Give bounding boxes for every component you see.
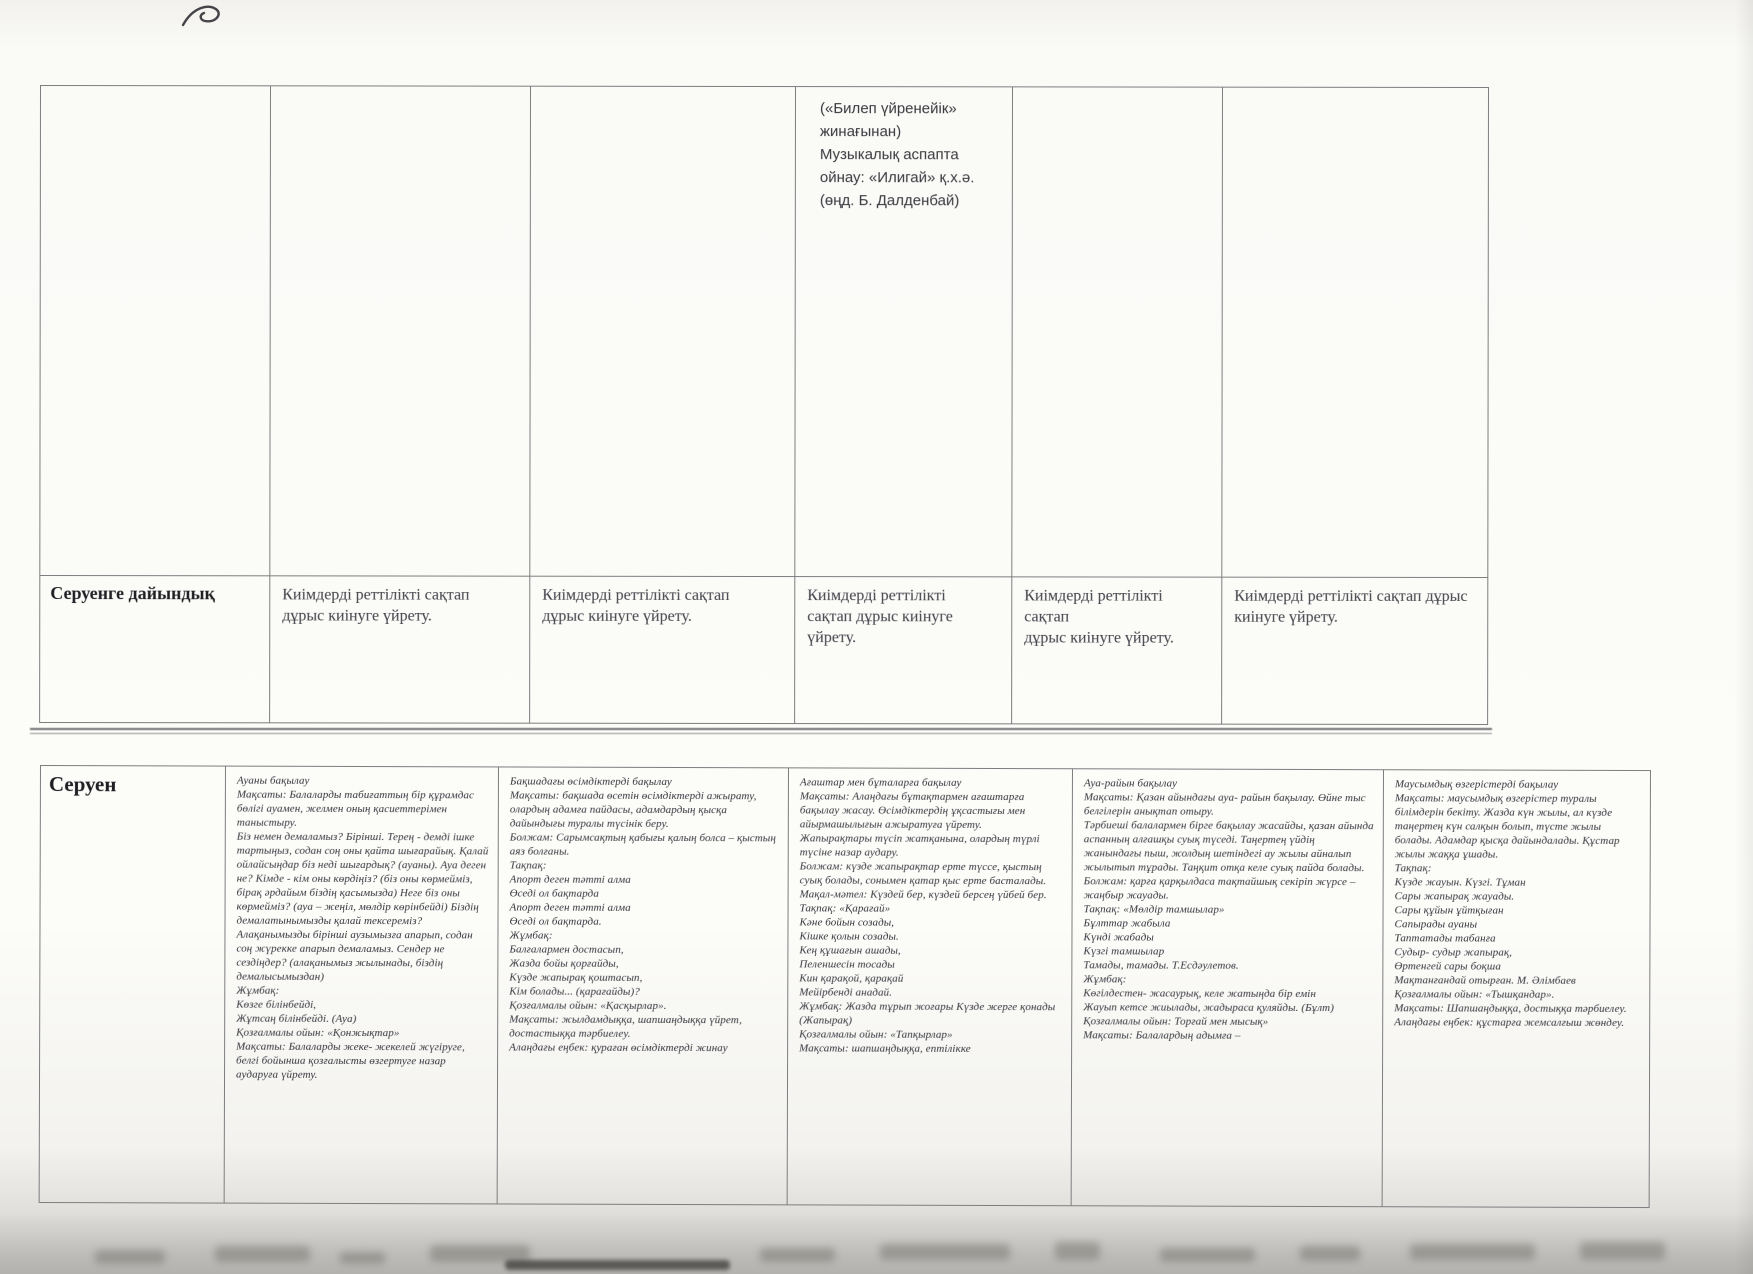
walk-col-text: Бақшадағы өсімдіктерді бақылау Мақсаты: бақшада өсетін өсімдіктерді ажырату, олардың адамға пайдасы, адамдардың қысқа дайындығы туралы түсінік беру. Болжам: Сарымсақтың қабығы қалың болса – қыстың аяз болғаны. Тақпақ: Апорт деген тәтті алма Өседі ол бақтарда Апорт деген тәтті алма Өседі ол бақтарда. Жұмбақ: Балғалармен достасып, Жазда бойы қорғайды, Күзде жапырақ қоштасып, Кім болады... (қарағайды)? Қозғалмалы ойын: «Қасқырлар». Мақсаты: жылдамдыққа, шапшаңдыққа үйрет, достастыққа тәрбиелеу. Алаңдағы еңбек: қураған өсімдіктерді жинау [509, 775, 776, 1055]
bleed-through-smudge [1160, 1248, 1255, 1262]
prep-cell-1 [270, 576, 530, 723]
music-activity-cell [795, 87, 1013, 577]
top-row-cell-5 [1012, 87, 1223, 577]
music-activity-text: («Билеп үйренейік» жинағынан) Музыкалық аспапта ойнау: «Илигай» қ.х.ә. (өңд. Б. Далденбай) [819, 100, 975, 210]
bleed-through-band [0, 1212, 1753, 1274]
prep-cell-text: Киімдерді реттілікті сақтап дұрыс киінуге үйрету. [282, 586, 470, 625]
bleed-through-smudge [1410, 1244, 1535, 1260]
schedule-table-top [39, 85, 1489, 725]
prep-row-header-cell [40, 576, 270, 723]
prep-cell-5 [1222, 578, 1488, 725]
bleed-through-smudge [505, 1260, 730, 1270]
bleed-through-smudge [340, 1252, 385, 1264]
prep-cell-text: Киімдерді реттілікті сақтап дұрыс киінуге үйрету. [542, 586, 730, 625]
bleed-through-smudge [760, 1248, 835, 1262]
walk-col-text: Маусымдық өзгерістерді бақылау Мақсаты: маусымдық өзгерістер туралы білімдерін бекіту. Жазда күн жылы, ал күзде таңертең күн салқын болып, түсте жылы болады. Адамдар қысқа дайындалады. Құстар жылы жаққа ұшады. Тақпақ: Күзде жауын. Күзгі. Тұман Сары жапырақ жауады. Сары құйын ұйтқыған Сапырады ауаны Таптатады табанға Судыр- судыр жапырақ, Өртенгей сары боқша Мақтанғандай отырған. М. Әлімбаев Қозғалмалы ойын: «Тышқандар». Мақсаты: Шапшаңдыққа, достыққа тәрбиелеу. Алаңдағы еңбек: құстарға жемсалғыш жөндеу. [1394, 778, 1627, 1029]
prep-cell-text: Киімдерді реттілікті сақтап дұрыс киінуге үйрету. [1024, 587, 1174, 647]
bleed-through-smudge [1300, 1246, 1360, 1261]
walk-table [39, 765, 1651, 1208]
table-divider-line [30, 728, 1492, 730]
walk-col-air-observation [225, 767, 499, 1205]
walk-col-weather [1072, 769, 1384, 1207]
top-row-cell-3 [530, 87, 796, 577]
bleed-through-smudge [880, 1244, 1010, 1260]
pen-scribble [175, 1, 245, 35]
walk-col-garden-plants [498, 767, 789, 1205]
walk-col-trees-bushes [788, 768, 1073, 1206]
bleed-through-smudge [95, 1250, 165, 1264]
walk-col-text: Ағаштар мен бұталарға бақылау Мақсаты: Алаңдағы бұтақтармен ағаштарға бақылау жасау. Өсімдіктердің ұқсастығы мен айырмашылығын ажыратуға үйрету. Жапырақтары түсіп жатқанына, олардың түрлі түсіне назар аудару. Болжам: күзде жапырақтар ерте түссе, қыстың суық болады, сонымен қатар қыс ерте басталады. Мақал-мәтел: Күздей бер, күздей берсең үйбей бер. Тақпақ: «Қарағай» Кәне бойын созады, Кішке қолын созады. Кең құшағын ашады, Пеленшесін тосады Кин қарақой, қарақай Мейірбенді анадай. Жұмбақ: Жазда тұрып жоғары Күзде жерге қонады (Жапырақ) Қозғалмалы ойын: «Тапқырлар» Мақсаты: шапшаңдыққа, ептілікке [799, 776, 1056, 1055]
prep-row-header: Серуенге дайындық [50, 583, 215, 604]
bleed-through-smudge [215, 1246, 310, 1262]
walk-col-seasonal-changes [1383, 770, 1651, 1208]
walk-col-text: Ауаны бақылау Мақсаты: Балаларды табиғаттың бір құрамдас бөлігі ауамен, желмен оның қасиеттерімен таныстыру. Біз немен демаламыз? Бірінші. Терең - демді ішке тартыңыз, содан соң оны қайта шығарайық. Қалай ойлайсыңдар біз неді шығардық? (ауаны). Ауа деген не? Кімде - кім оны көрдіңіз? (біз оны көрмейміз, бірақ әрдайым біздің қасымызда) Неге біз оны көрмейміз? (ауа – жеңіл, мөлдір көрінбейді) Біздің демалатынымызды қалай тексереміз? Алақанымызды бірінші аузымызға апарып, содан соң жүрекке апарып демаламыз. Сендер не сездіңдер? (алақанымыз жылынады, біздің демалысымыздан) Жұмбақ: Көзге білінбейді, Жұтсаң білінбейді. (Ауа) Қозғалмалы ойын: «Қонжықтар» Мақсаты: Балаларды жеке- жекелей жүгіруге, белгі бойынша қозғалысты өзгертуге назар аударуға үйрету. [236, 774, 489, 1081]
bleed-through-smudge [1055, 1242, 1100, 1260]
walk-header-cell [40, 766, 226, 1204]
prep-cell-2 [530, 577, 795, 724]
top-row-cell-1 [40, 86, 271, 576]
walk-col-text: Ауа-райын бақылау Мақсаты: Қазан айындағы ауа- райын бақылау. Өйне тыс белгілерін анықтап отыру. Тәрбиеші балалармен бірге бақылау жасайды, қазан айында аспанның алғашқы суық түседі. Таңертең үйдің жанындағы пыш, жолдың шетіндегі ау жылы айналып жылытып тұрады. Таңқит отқа келе суық пайда болады. Болжам: қарға қарқылдаса тақтайшық секіріп жүрсе – жаңбыр жауады. Тақпақ: «Мөлдір тамшылар» Бұлттар жабыла Күнді жабады Күзгі тамшылар Тамады, тамады. Т.Есдәулетов. Жұмбақ: Көгілдестен- жасаурық, келе жатыңда бір емін Жауып кетсе жиылады, жадыраса қуляйды. (Бұлт) Қозғалмалы ойын: Торғай мен мысық» Мақсаты: Балалардың адымға – [1083, 777, 1374, 1042]
top-row-cell-6 [1222, 88, 1489, 578]
prep-cell-3 [795, 577, 1012, 724]
prep-cell-text: Киімдерді реттілікті сақтап дұрыс киінуге үйрету. [1234, 587, 1468, 626]
table-divider-line-thin [30, 733, 1492, 734]
prep-cell-text: Киімдерді реттілікті сақтап дұрыс киінуге үйрету. [807, 587, 953, 647]
top-row-cell-2 [270, 86, 531, 576]
prep-cell-4 [1012, 577, 1222, 724]
scan-edge-shade [1735, 0, 1753, 1274]
walk-row-header: Серуен [48, 772, 117, 797]
bleed-through-smudge [1580, 1242, 1665, 1260]
